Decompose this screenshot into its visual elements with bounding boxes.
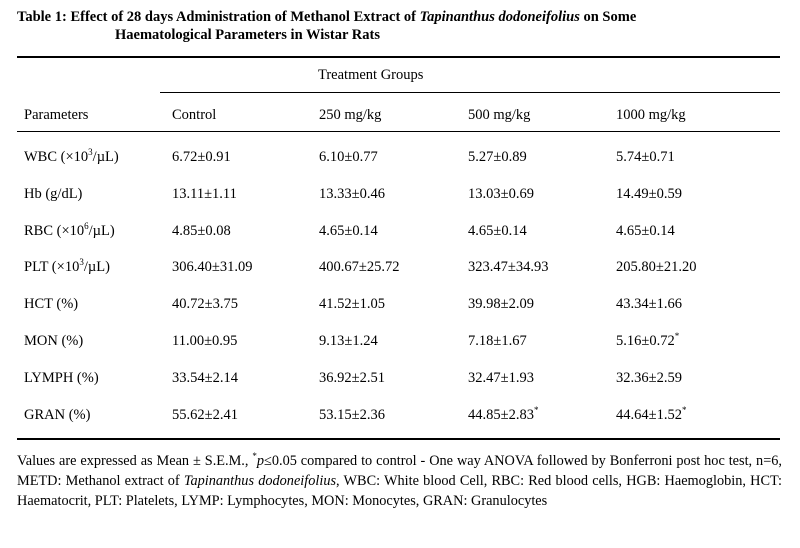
value-cell: 4.65±0.14	[468, 223, 527, 239]
parameter-cell: LYMPH (%)	[24, 370, 99, 386]
table-caption	[17, 8, 797, 44]
value-cell: 55.62±2.41	[172, 407, 238, 423]
value-cell: 4.65±0.14	[616, 223, 675, 239]
value-cell: 39.98±2.09	[468, 296, 534, 312]
value-cell: 6.10±0.77	[319, 149, 378, 165]
parameter-cell: GRAN (%)	[24, 407, 91, 423]
parameter-cell: HCT (%)	[24, 296, 79, 312]
value-cell: 44.64±1.52*	[616, 405, 687, 423]
value-cell: 13.11±1.11	[172, 186, 237, 202]
value-cell: 43.34±1.66	[616, 296, 682, 312]
value-cell: 32.47±1.93	[468, 370, 534, 386]
value-cell: 9.13±1.24	[319, 333, 378, 349]
value-cell: 14.49±0.59	[616, 186, 682, 202]
table-footnote: Values are expressed as Mean ± S.E.M., *p≤0.05 compared to control - One way ANOVA followed by Bonferroni post hoc test, n=6, METD: Methanol extract of Tapinanthus dodoneifolius, WBC: White blood Cell, RBC: Red blood cells, HGB: Haemoglobin, HCT: Haematocrit, PLT: Platelets, LYMP: Lymphocytes, MON: Monocytes, GRAN: Granulocytes	[17, 451, 782, 509]
parameter-cell: WBC $(\times 10^3/\mu L)$	[24, 147, 119, 165]
table-top-rule	[17, 56, 780, 58]
parameter-cell: RBC $(\times 10^6/\mu L)$	[24, 221, 115, 239]
value-cell: 53.15±2.36	[319, 407, 385, 423]
parameter-cell: MON (%)	[24, 333, 84, 349]
value-cell: 4.65±0.14	[319, 223, 378, 239]
value-cell: 13.03±0.69	[468, 186, 534, 202]
value-cell: 36.92±2.51	[319, 370, 385, 386]
header-bottom-rule	[17, 131, 780, 132]
column-header-500: 500 mg/kg	[468, 107, 531, 123]
group-header-rule	[160, 92, 780, 93]
value-cell: 6.72±0.91	[172, 149, 231, 165]
value-cell: 5.16±0.72*	[616, 331, 680, 349]
value-cell: 4.85±0.08	[172, 223, 231, 239]
column-header-250: 250 mg/kg	[319, 107, 382, 123]
value-cell: 41.52±1.05	[319, 296, 385, 312]
value-cell: 323.47±34.93	[468, 259, 549, 275]
value-cell: 32.36±2.59	[616, 370, 682, 386]
caption-line-1: Table 1: Effect of 28 days Administration of Methanol Extract of Tapinanthus dodoneifolius on Some	[17, 9, 637, 25]
value-cell: 7.18±1.67	[468, 333, 527, 349]
value-cell: 11.00±0.95	[172, 333, 238, 349]
value-cell: 40.72±3.75	[172, 296, 238, 312]
group-header: Treatment Groups	[318, 67, 424, 83]
column-header-control: Control	[172, 107, 217, 123]
value-cell: 205.80±21.20	[616, 259, 697, 275]
parameter-cell: PLT $(\times 10^3/\mu L)$	[24, 257, 110, 275]
parameter-cell: Hb (g/dL)	[24, 186, 83, 202]
value-cell: 400.67±25.72	[319, 259, 400, 275]
value-cell: 33.54±2.14	[172, 370, 238, 386]
value-cell: 306.40±31.09	[172, 259, 253, 275]
column-header-parameters: Parameters	[24, 107, 89, 123]
caption-line-2: Haematological Parameters in Wistar Rats	[115, 27, 380, 43]
value-cell: 44.85±2.83*	[468, 405, 539, 423]
table-bottom-rule	[17, 438, 780, 440]
value-cell: 5.74±0.71	[616, 149, 675, 165]
value-cell: 13.33±0.46	[319, 186, 385, 202]
column-header-1000: 1000 mg/kg	[616, 107, 686, 123]
value-cell: 5.27±0.89	[468, 149, 527, 165]
